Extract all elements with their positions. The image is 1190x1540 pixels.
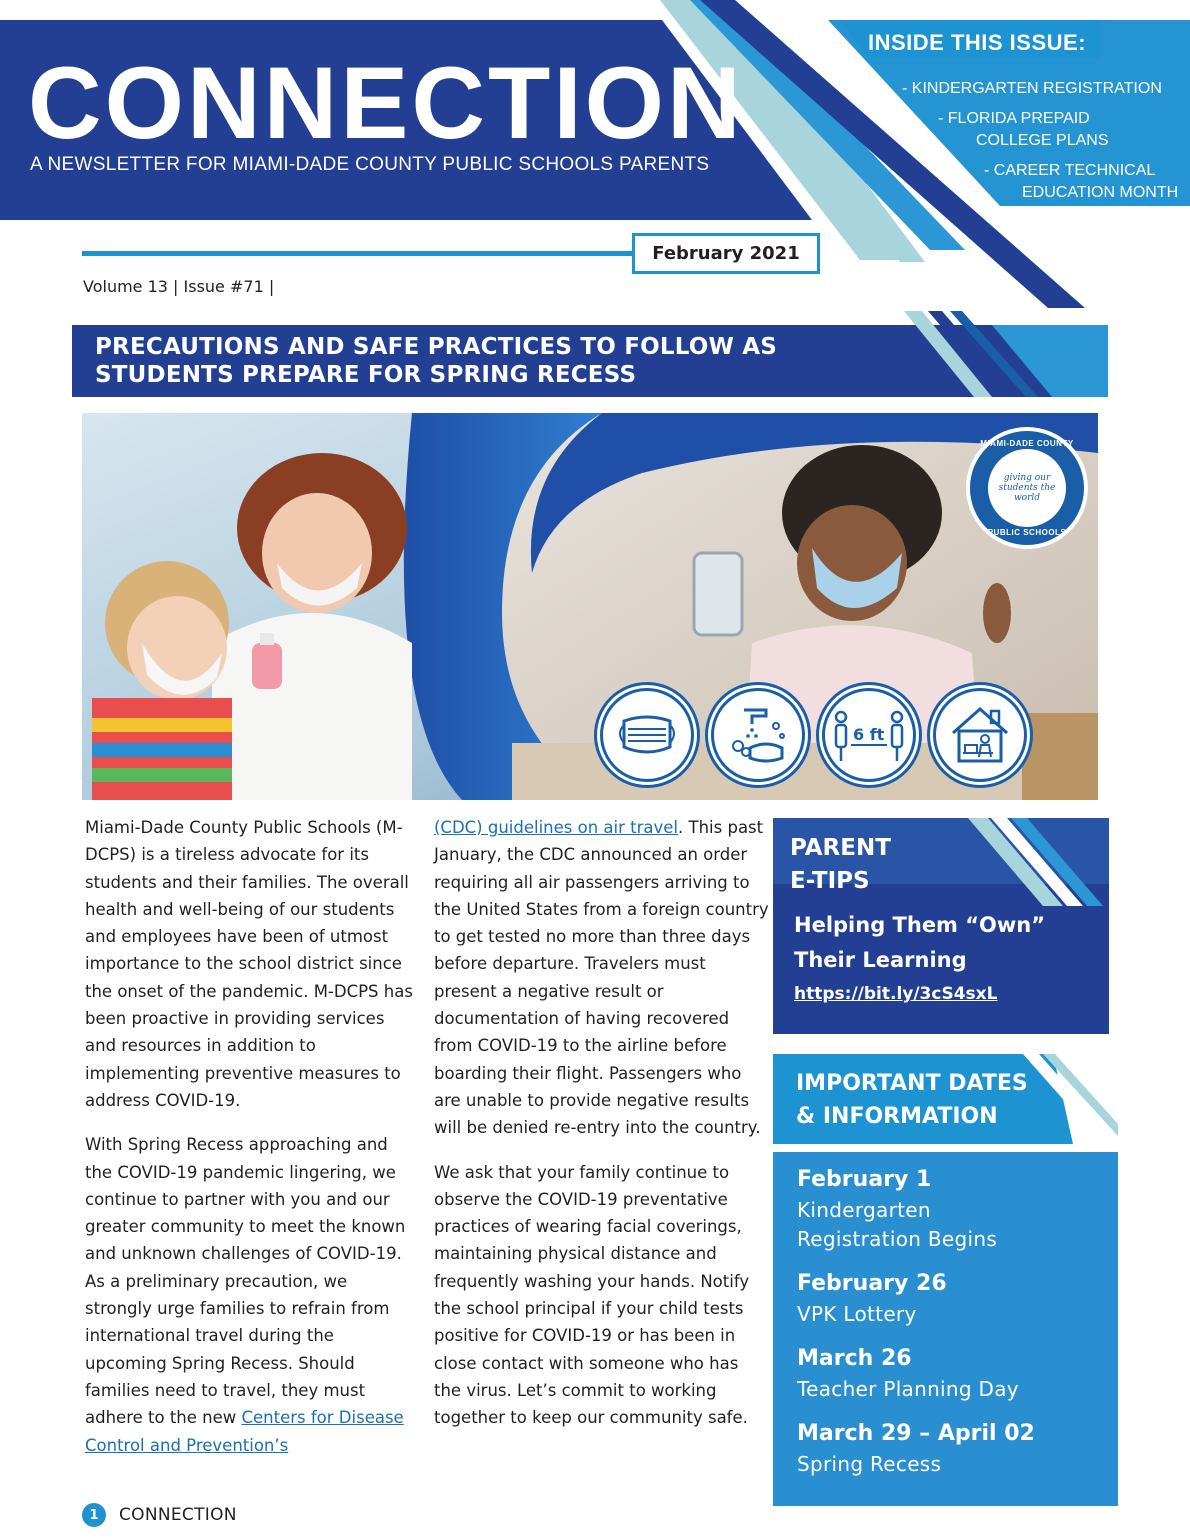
article-paragraph: With Spring Recess approaching and the COVID-19 pandemic lingering, we continue to partner with you and our greater community to meet the known and unknown challenges of COVID-19. As a preliminary precaution, we strongly urge families to refrain from international travel during the upcoming Spring Recess. Should families need to travel, they must adhere to the new Centers for Disease Control and Prevention’s xyxy=(85,1135,406,1455)
date-divider xyxy=(82,251,634,256)
article-paragraph: Miami-Dade County Public Schools (M-DCPS) is a tireless advocate for its students and their families. The overall health and well-being of our students and employees have been of utmost importance to the school district since the onset of the pandemic. M-DCPS has been proactive in providing services and resources in addition to implementing preventive measures to address COVID-19. xyxy=(85,818,413,1110)
issue-date: February 2021 xyxy=(632,233,820,274)
inside-issue-title: INSIDE THIS ISSUE: xyxy=(868,30,1087,55)
article-column-2 xyxy=(434,814,769,1449)
newsletter-title: CONNECTION xyxy=(28,46,744,160)
hand-washing-icon xyxy=(711,688,805,782)
footer-title: CONNECTION xyxy=(119,1505,237,1525)
inside-issue-item[interactable]: - KINDERGARTEN REGISTRATION xyxy=(902,80,1162,97)
distance-label: 6 ft xyxy=(853,725,885,744)
inside-issue-list xyxy=(880,78,1180,204)
volume-issue: Volume 13 | Issue #71 | xyxy=(83,277,275,296)
date-entry: February 26 VPK Lottery xyxy=(797,1271,947,1326)
dates-title: IMPORTANT DATES & INFORMATION xyxy=(796,1071,1028,1129)
stay-home-icon xyxy=(933,688,1027,782)
article-headline: PRECAUTIONS AND SAFE PRACTICES TO FOLLOW AS STUDENTS PREPARE FOR SPRING RECESS xyxy=(95,334,778,388)
inside-issue-item[interactable]: - CAREER TECHNICAL EDUCATION MONTH xyxy=(984,162,1179,201)
etips-title: PARENT E-TIPS xyxy=(790,835,891,894)
page-number: 1 xyxy=(82,1503,106,1527)
date-entry: February 1 Kindergarten Registration Begins xyxy=(797,1167,998,1251)
etips-link[interactable]: https://bit.ly/3cS4sxL xyxy=(794,984,998,1004)
date-entry: March 29 – April 02 Spring Recess xyxy=(797,1421,1035,1476)
dates-list xyxy=(797,1164,1097,1493)
etips-subtitle: Helping Them “Own” Their Learning xyxy=(794,913,1046,972)
article-paragraph: (CDC) guidelines on air travel. This past January, the CDC announced an order requiring all air passengers arriving to the United States from a foreign country to get tested no more than three days before departure. Travelers must present a negative result or documentation of having recovered from COVID-19 to the airline before boarding their flight. Passengers who are unable to provide negative results will be denied re-entry into the country. xyxy=(434,818,769,1138)
article-column-1 xyxy=(85,814,417,1476)
face-mask-icon xyxy=(600,688,694,782)
article-paragraph: We ask that your family continue to observe the COVID-19 preventative practices of wearing facial coverings, maintaining physical distance and frequently washing your hands. Notify the school principal if your child tests positive for COVID-19 or has been in close contact with someone who has the virus. Let’s commit to working together to keep our community safe. xyxy=(434,1162,750,1428)
inside-issue-item[interactable]: - FLORIDA PREPAID COLLEGE PLANS xyxy=(938,110,1109,149)
cdc-guidelines-link[interactable]: (CDC) guidelines on air travel xyxy=(434,818,679,837)
social-distance-icon xyxy=(822,688,916,782)
date-entry: March 26 Teacher Planning Day xyxy=(797,1346,1019,1401)
cdc-link[interactable]: Centers for Disease Control and Prevention’s xyxy=(85,1408,404,1455)
newsletter-subtitle: A NEWSLETTER FOR MIAMI-DADE COUNTY PUBLIC SCHOOLS PARENTS xyxy=(30,154,710,175)
mdcps-seal-logo: MIAMI-DADE COUNTY giving our students the world PUBLIC SCHOOLS xyxy=(966,427,1088,549)
